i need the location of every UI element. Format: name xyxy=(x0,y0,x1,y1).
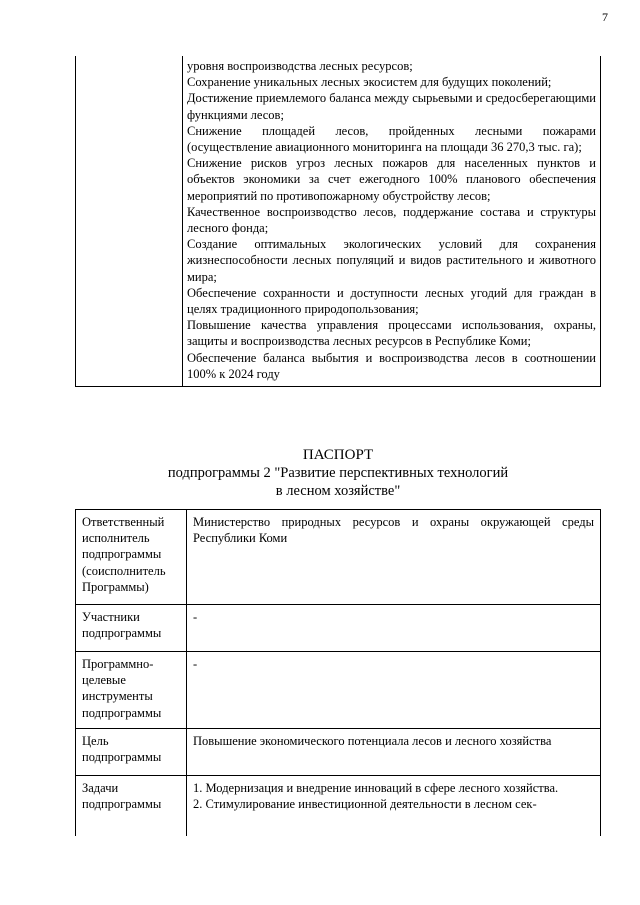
result-line: Качественное воспроизводство лесов, поддержание состава и структуры лесного фонда; xyxy=(187,204,596,236)
goal-label: Цель подпрограммы xyxy=(76,729,187,776)
result-line: Достижение приемлемого баланса между сырьевыми и средосберегающими функциями лесов; xyxy=(187,91,596,122)
table-row xyxy=(76,605,601,652)
goal-value: Повышение экономического потенциала лесов и лесного хозяйства xyxy=(187,729,601,776)
passport-subtitle-line-2: в лесном хозяйстве" xyxy=(275,483,401,499)
table-row xyxy=(76,729,601,776)
result-line: Повышение качества управления процессами использования, охраны, защиты и воспроизводства лесных ресурсов в Республике Коми; xyxy=(187,318,596,349)
empty-label-cell xyxy=(76,56,183,387)
participants-label: Участники подпрограммы xyxy=(76,605,187,652)
continued-table xyxy=(75,56,601,387)
passport-subtitle-line-1: подпрограммы 2 "Развитие перспективных технологий xyxy=(167,465,509,481)
tasks-value xyxy=(187,776,601,837)
passport-table xyxy=(75,509,601,836)
executor-value: Министерство природных ресурсов и охраны окружающей среды Республики Коми xyxy=(187,510,601,605)
task-item: 2. Стимулирование инвестиционной деятельности в лесном сек- xyxy=(193,797,537,812)
table-row xyxy=(76,510,601,605)
table-row xyxy=(76,56,601,387)
passport-title: ПАСПОРТ xyxy=(302,447,374,463)
task-item: 1. Модернизация и внедрение инноваций в сфере лесного хозяйства. xyxy=(193,781,559,795)
executor-label: Ответственный исполнитель подпрограммы (соисполнитель Программы) xyxy=(76,510,187,605)
result-line: Снижение площадей лесов, пройденных лесными пожарами (осуществление авиационного мониторинга на площади 36 270,3 тыс. га); xyxy=(187,123,596,155)
passport-heading xyxy=(75,446,601,500)
page-number: 7 xyxy=(602,10,608,24)
expected-results-cell xyxy=(183,56,601,387)
table-row xyxy=(76,652,601,729)
result-line: Обеспечение баланса выбытия и воспроизводства лесов в соотношении 100% к 2024 году xyxy=(187,350,596,381)
table-row xyxy=(76,776,601,837)
result-line: уровня воспроизводства лесных ресурсов; xyxy=(187,59,413,73)
participants-value: - xyxy=(187,605,601,652)
instruments-value: - xyxy=(187,652,601,729)
result-line: Обеспечение сохранности и доступности лесных угодий для граждан в целях традиционного природопользования; xyxy=(187,285,596,317)
tasks-label: Задачи подпрограммы xyxy=(76,776,187,837)
instruments-label: Программно-целевые инструменты подпрограммы xyxy=(76,652,187,729)
result-line: Снижение рисков угроз лесных пожаров для населенных пунктов и объектов экономики за счет ежегодного 100% планового обеспечения мероприятий по противопожарному обустройству лесов; xyxy=(187,156,596,203)
result-line: Создание оптимальных экологических условий для сохранения жизнеспособности лесных популяций и видов растительного и животного мира; xyxy=(187,237,596,284)
result-line: Сохранение уникальных лесных экосистем для будущих поколений; xyxy=(187,75,552,90)
